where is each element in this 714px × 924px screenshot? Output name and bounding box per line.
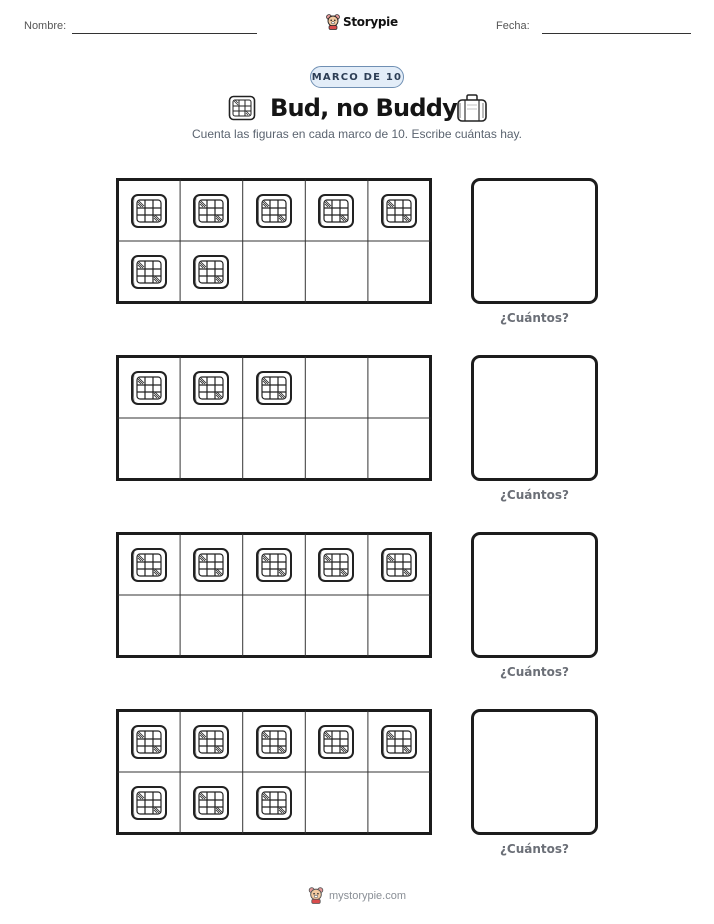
ten-frame xyxy=(116,355,432,481)
storypie-bear-icon xyxy=(326,14,340,30)
answer-box[interactable] xyxy=(471,355,598,481)
name-label: Nombre: xyxy=(24,20,67,32)
suitcase-icon xyxy=(255,547,293,587)
suitcase-icon xyxy=(130,193,168,233)
suitcase-icon xyxy=(317,547,355,587)
answer-label: ¿Cuántos? xyxy=(499,311,570,325)
storypie-bear-icon xyxy=(308,887,324,904)
footer-url: mystorypie.com xyxy=(329,889,407,902)
suitcase-icon xyxy=(130,254,168,294)
brand-logo xyxy=(326,14,398,30)
answer-label: ¿Cuántos? xyxy=(499,665,570,679)
answer-box[interactable] xyxy=(471,178,598,304)
footer xyxy=(308,887,406,904)
ten-frame xyxy=(116,709,432,835)
date-label: Fecha: xyxy=(496,20,530,32)
suitcase-icon xyxy=(317,724,355,764)
suitcase-icon xyxy=(380,724,418,764)
suitcase-icon xyxy=(380,193,418,233)
suitcase-icon xyxy=(130,785,168,825)
name-line[interactable] xyxy=(72,33,257,34)
suitcase-icon xyxy=(130,724,168,764)
topic-badge: MARCO DE 10 xyxy=(310,66,404,88)
answer-box[interactable] xyxy=(471,709,598,835)
suitcase-icon xyxy=(130,547,168,587)
suitcase-icon xyxy=(255,785,293,825)
luggage-icon xyxy=(456,93,488,123)
suitcase-icon xyxy=(192,785,230,825)
answer-box[interactable] xyxy=(471,532,598,658)
suitcase-icon xyxy=(192,547,230,587)
ten-frame xyxy=(116,178,432,304)
date-line[interactable] xyxy=(542,33,691,34)
answer-label: ¿Cuántos? xyxy=(499,842,570,856)
suitcase-icon xyxy=(317,193,355,233)
suitcase-icon xyxy=(192,724,230,764)
suitcase-icon xyxy=(130,370,168,410)
title-row xyxy=(0,92,714,124)
suitcase-icon xyxy=(192,370,230,410)
instructions: Cuenta las figuras en cada marco de 10. Escribe cuántas hay. xyxy=(192,127,522,141)
suitcase-icon xyxy=(228,95,256,121)
suitcase-icon xyxy=(255,724,293,764)
suitcase-icon xyxy=(380,547,418,587)
answer-label: ¿Cuántos? xyxy=(499,488,570,502)
suitcase-icon xyxy=(192,193,230,233)
suitcase-icon xyxy=(192,254,230,294)
suitcase-icon xyxy=(255,370,293,410)
brand-name: Storypie xyxy=(343,15,398,29)
suitcase-icon xyxy=(255,193,293,233)
worksheet-title: Bud, no Buddy xyxy=(270,94,457,122)
ten-frame xyxy=(116,532,432,658)
